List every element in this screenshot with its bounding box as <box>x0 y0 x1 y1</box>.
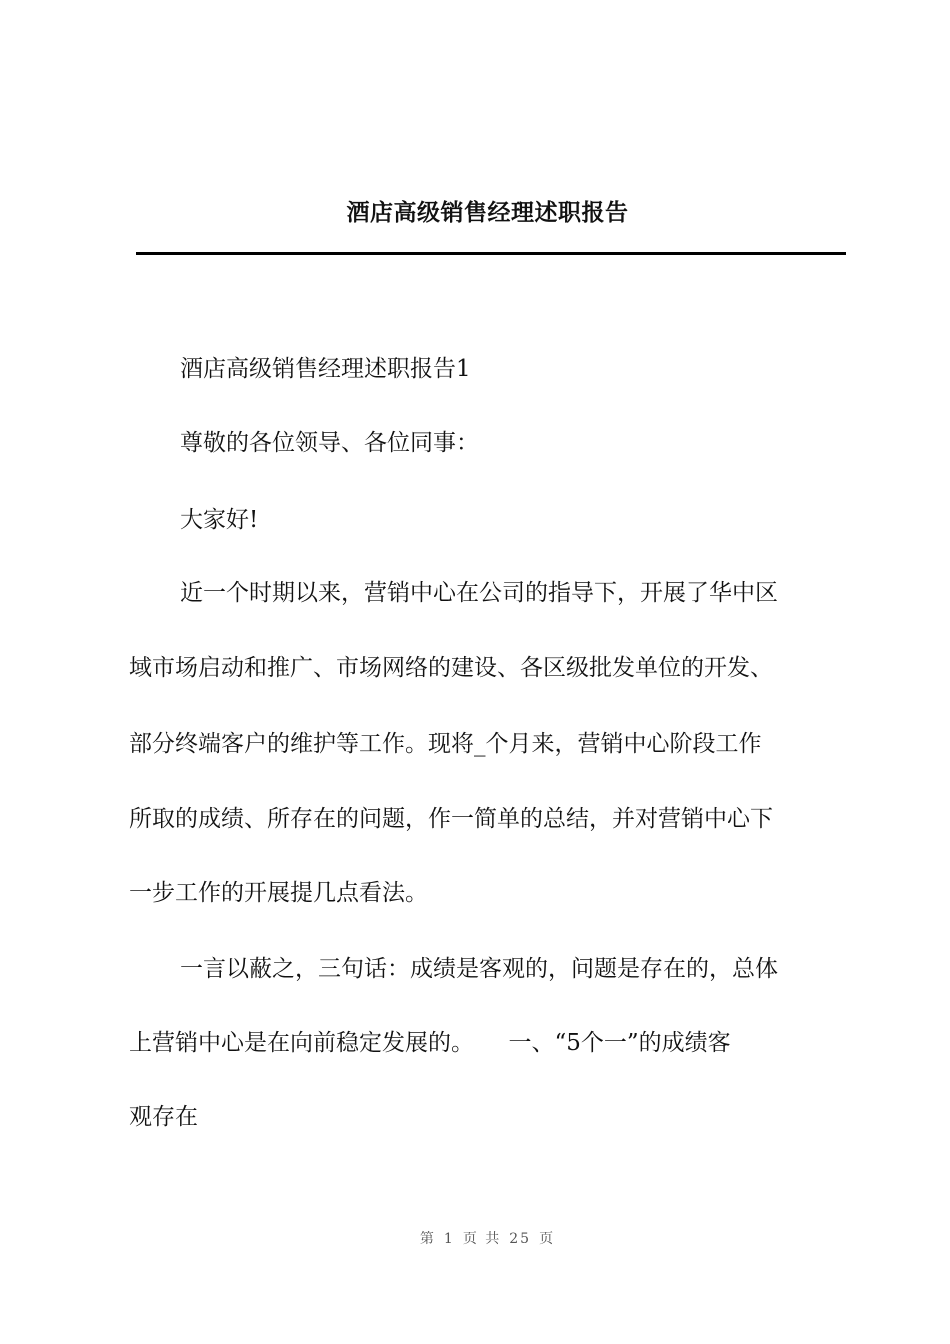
footer-page-number: 1 <box>443 1231 455 1247</box>
footer-of-label: 页 共 <box>462 1231 502 1247</box>
paragraph-line: 一言以蔽之，三句话：成绩是客观的，问题是存在的，总体 <box>180 956 778 982</box>
footer-page-suffix: 页 <box>539 1231 556 1247</box>
title-divider <box>136 252 846 255</box>
salutation: 尊敬的各位领导、各位同事： <box>180 430 479 456</box>
paragraph-line: 观存在 <box>129 1104 198 1130</box>
document-title: 酒店高级销售经理述职报告 <box>346 200 629 226</box>
paragraph-line: 上营销中心是在向前稳定发展的。 一、“5个一”的成绩客 <box>129 1030 731 1056</box>
paragraph-line: 一步工作的开展提几点看法。 <box>129 880 428 906</box>
footer-page-label: 第 <box>419 1231 436 1247</box>
page-footer <box>0 1228 950 1248</box>
footer-total-pages: 25 <box>509 1231 532 1247</box>
paragraph-line: 近一个时期以来，营销中心在公司的指导下，开展了华中区 <box>180 580 778 606</box>
paragraph-line: 所取的成绩、所存在的问题，作一简单的总结，并对营销中心下 <box>129 806 773 832</box>
paragraph-line: 部分终端客户的维护等工作。现将_个月来，营销中心阶段工作 <box>129 731 762 757</box>
paragraph-line: 域市场启动和推广、市场网络的建设、各区级批发单位的开发、 <box>129 655 773 681</box>
section-heading: 酒店高级销售经理述职报告1 <box>180 356 471 382</box>
greeting: 大家好! <box>180 507 259 533</box>
